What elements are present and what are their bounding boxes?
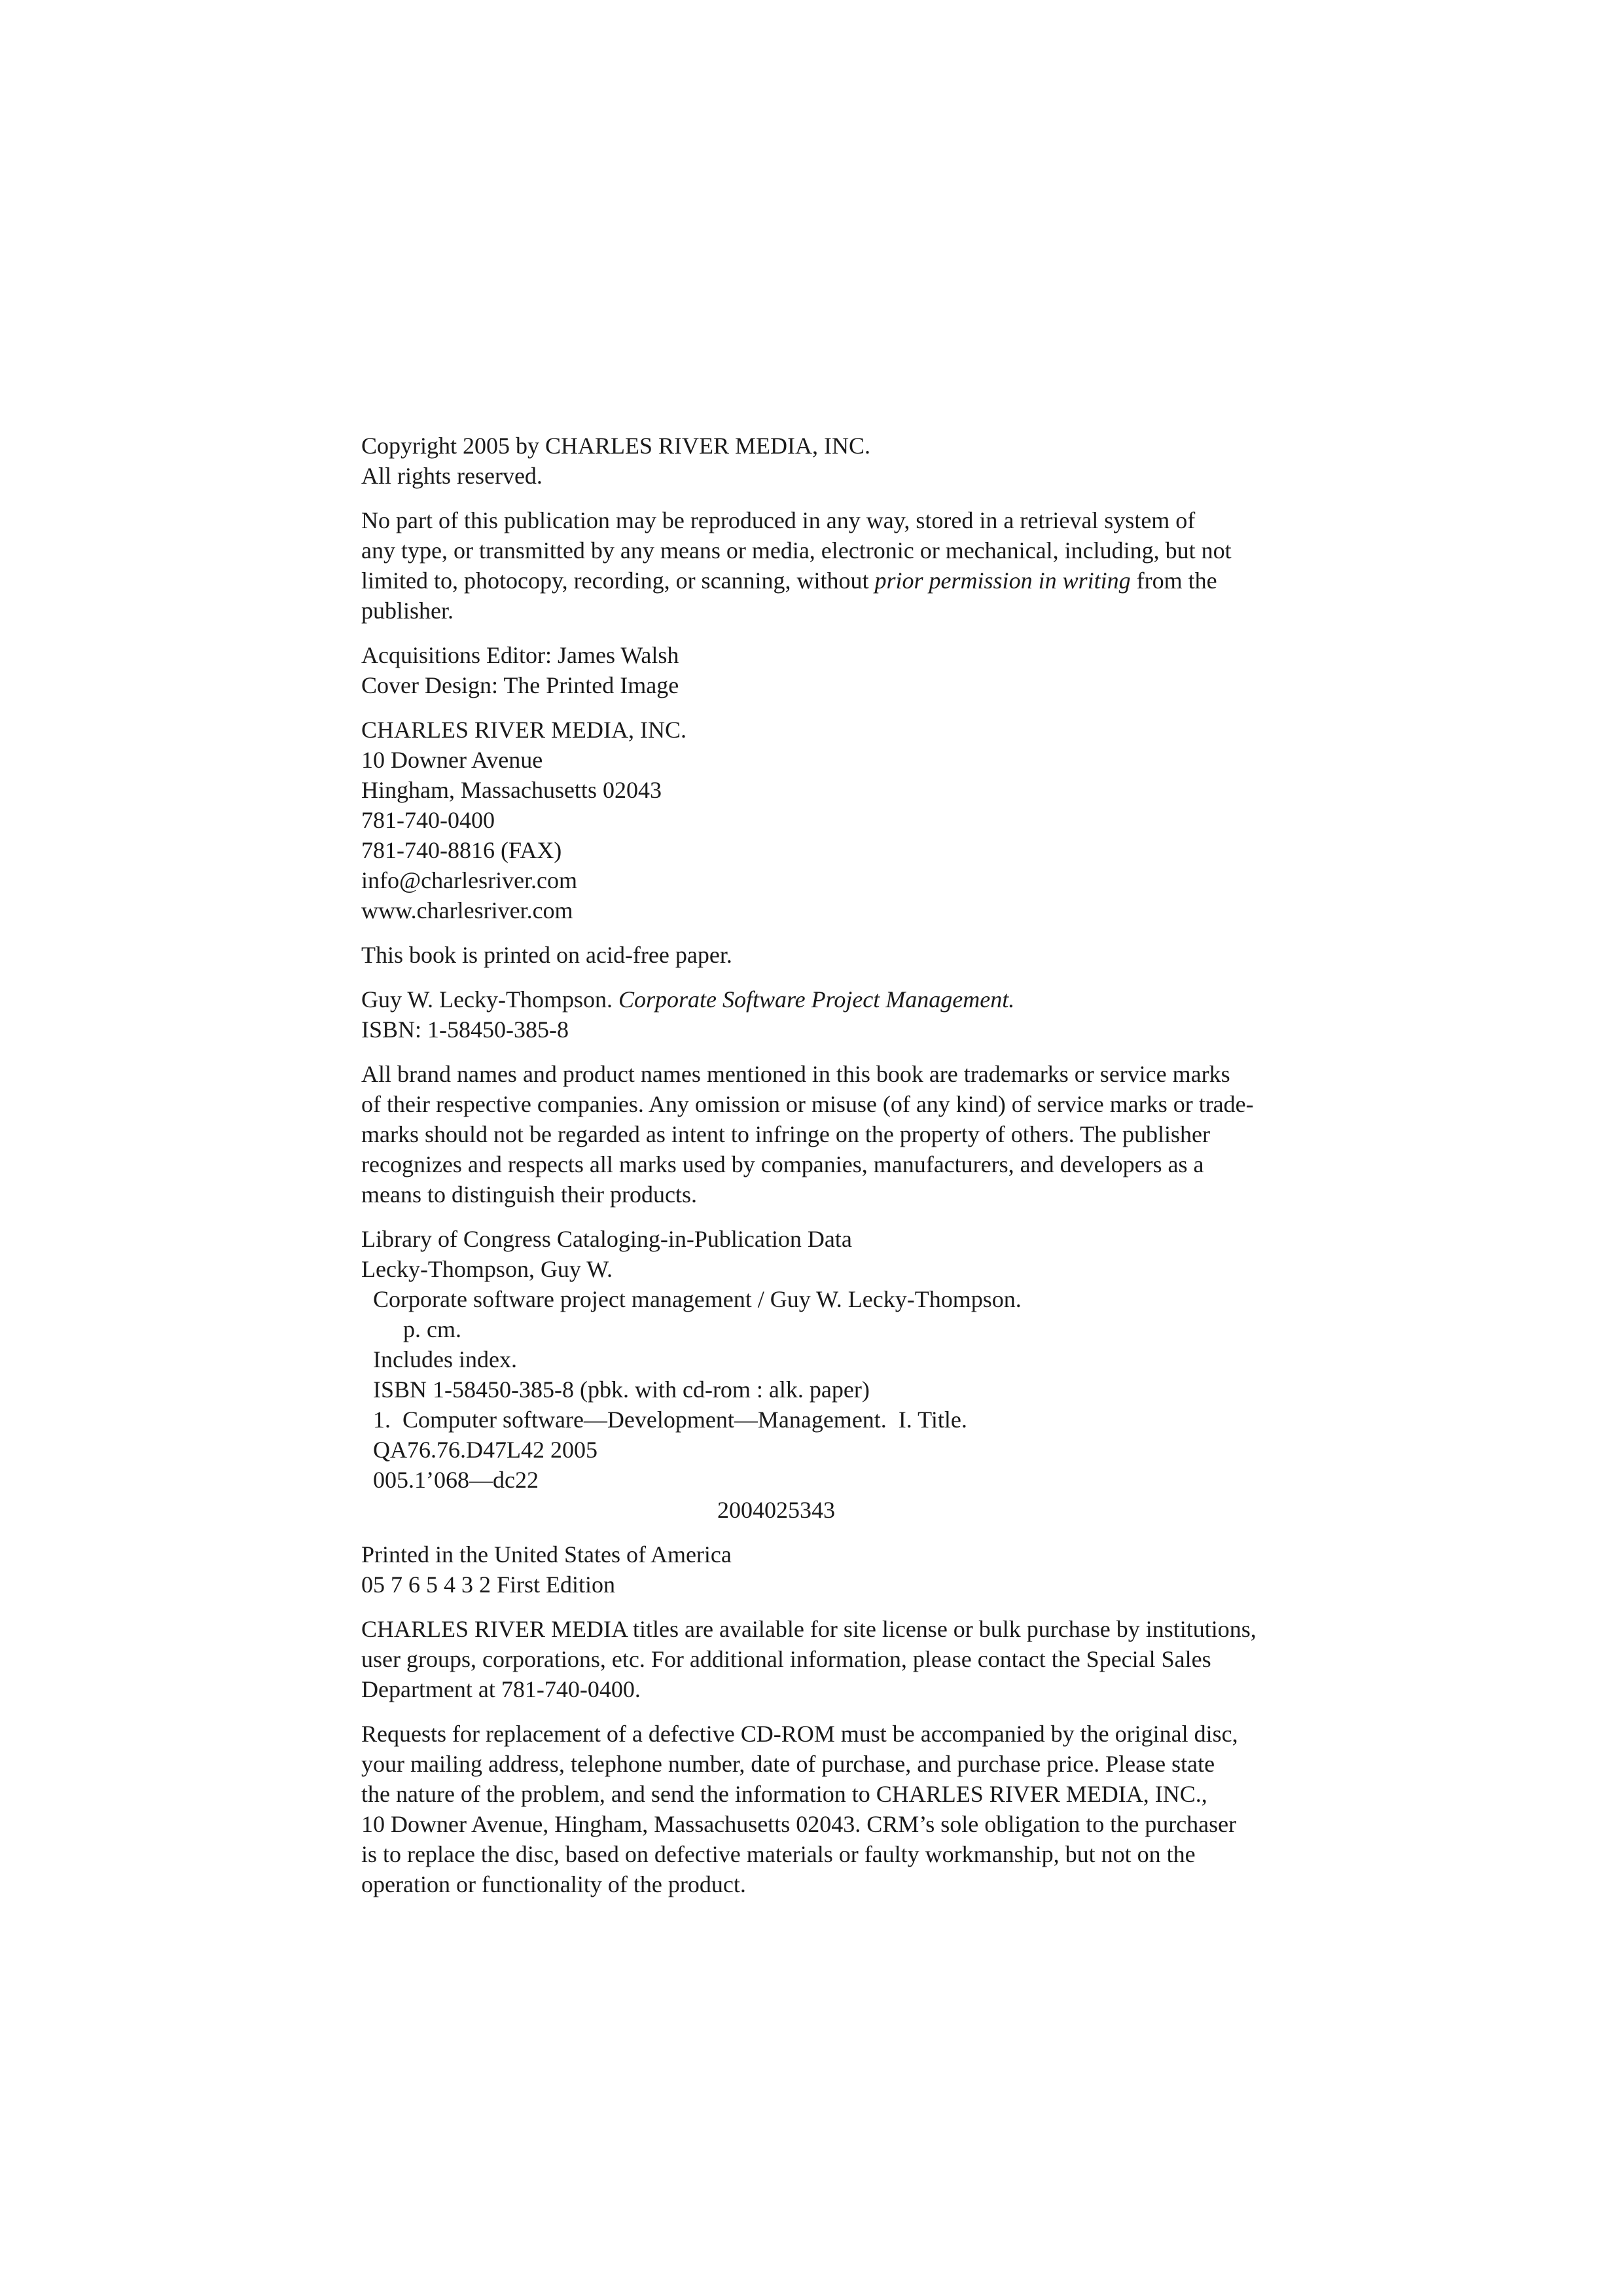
- reproduction-line-2: any type, or transmitted by any means or media, electronic or mechanical, including, but not: [361, 537, 1232, 564]
- cip-main-entry: Lecky-Thompson, Guy W.: [361, 1256, 613, 1282]
- reproduction-line-1: No part of this publication may be reproduced in any way, stored in a retrieval system of: [361, 507, 1196, 533]
- citation-title: Corporate Software Project Management.: [618, 986, 1015, 1013]
- replacement-line-3: the nature of the problem, and send the information to CHARLES RIVER MEDIA, INC.,: [361, 1781, 1207, 1807]
- reproduction-notice: [361, 505, 1343, 626]
- cip-dewey: 005.1’068—dc22: [373, 1467, 539, 1493]
- cip-lccn: 2004025343: [717, 1497, 835, 1523]
- acid-free-paper-line: This book is printed on acid-free paper.: [361, 942, 732, 968]
- trademarks-line-2: of their respective companies. Any omission or misuse (of any kind) of service marks or trade-: [361, 1091, 1254, 1117]
- copyright-line: Copyright 2005 by CHARLES RIVER MEDIA, INC.: [361, 433, 871, 459]
- cip-heading: Library of Congress Cataloging-in-Publication Data: [361, 1226, 852, 1252]
- special-sales: [361, 1614, 1343, 1704]
- cdrom-replacement: [361, 1719, 1343, 1899]
- cip-title-line: Corporate software project management / Guy W. Lecky-Thompson.: [373, 1286, 1022, 1312]
- cip-isbn: ISBN 1-58450-385-8 (pbk. with cd-rom : alk. paper): [373, 1376, 870, 1403]
- reproduction-line-3-end: from the: [1130, 567, 1217, 594]
- book-citation: [361, 984, 1343, 1045]
- copyright-notice: [361, 431, 1343, 491]
- publisher-email: info@charlesriver.com: [361, 867, 578, 893]
- cataloging-in-publication: [361, 1224, 1343, 1525]
- replacement-line-4: 10 Downer Avenue, Hingham, Massachusetts 02043. CRM’s sole obligation to the purchaser: [361, 1811, 1237, 1837]
- edition-line: 05 7 6 5 4 3 2 First Edition: [361, 1571, 616, 1598]
- citation-author: Guy W. Lecky-Thompson.: [361, 986, 618, 1013]
- publisher-fax: 781-740-8816 (FAX): [361, 837, 562, 863]
- paper-note: [361, 940, 1343, 970]
- replacement-line-6: operation or functionality of the product.: [361, 1871, 746, 1897]
- publisher-city: Hingham, Massachusetts 02043: [361, 777, 662, 803]
- special-sales-line-3: Department at 781-740-0400.: [361, 1676, 641, 1702]
- trademarks-line-4: recognizes and respects all marks used by companies, manufacturers, and developers as a: [361, 1151, 1204, 1177]
- copyright-text-column: [361, 431, 1343, 1914]
- citation-isbn: ISBN: 1-58450-385-8: [361, 1016, 569, 1043]
- replacement-line-2: your mailing address, telephone number, date of purchase, and purchase price. Please state: [361, 1751, 1215, 1777]
- reproduction-line-3-start: limited to, photocopy, recording, or scanning, without: [361, 567, 875, 594]
- credits: [361, 640, 1343, 700]
- rights-reserved-line: All rights reserved.: [361, 463, 543, 489]
- reproduction-line-3: [361, 565, 1343, 596]
- reproduction-line-4: publisher.: [361, 598, 454, 624]
- publisher-phone: 781-740-0400: [361, 807, 495, 833]
- publisher-street: 10 Downer Avenue: [361, 747, 543, 773]
- cip-physical-description: p. cm.: [403, 1316, 461, 1342]
- publisher-name: CHARLES RIVER MEDIA, INC.: [361, 717, 687, 743]
- trademarks-notice: [361, 1059, 1343, 1210]
- prior-permission-emphasis: prior permission in writing: [874, 567, 1131, 594]
- special-sales-line-1: CHARLES RIVER MEDIA titles are available for site license or bulk purchase by institutions,: [361, 1616, 1257, 1642]
- publisher-address: [361, 715, 1343, 925]
- trademarks-line-5: means to distinguish their products.: [361, 1181, 697, 1208]
- replacement-line-1: Requests for replacement of a defective CD-ROM must be accompanied by the original disc,: [361, 1721, 1238, 1747]
- cip-lc-class: QA76.76.D47L42 2005: [373, 1437, 597, 1463]
- trademarks-line-3: marks should not be regarded as intent to infringe on the property of others. The publisher: [361, 1121, 1211, 1147]
- replacement-line-5: is to replace the disc, based on defective materials or faulty workmanship, but not on the: [361, 1841, 1196, 1867]
- citation-line: [361, 984, 1343, 1014]
- printing-info: [361, 1539, 1343, 1600]
- printed-in-line: Printed in the United States of America: [361, 1541, 732, 1568]
- cip-note: Includes index.: [373, 1346, 517, 1372]
- trademarks-line-1: All brand names and product names mentioned in this book are trademarks or service marks: [361, 1061, 1230, 1087]
- cip-subjects: 1. Computer software—Development—Management. I. Title.: [373, 1407, 967, 1433]
- cover-design: Cover Design: The Printed Image: [361, 672, 679, 698]
- special-sales-line-2: user groups, corporations, etc. For additional information, please contact the Special Sales: [361, 1646, 1211, 1672]
- acquisitions-editor: Acquisitions Editor: James Walsh: [361, 642, 679, 668]
- publisher-website: www.charlesriver.com: [361, 897, 573, 924]
